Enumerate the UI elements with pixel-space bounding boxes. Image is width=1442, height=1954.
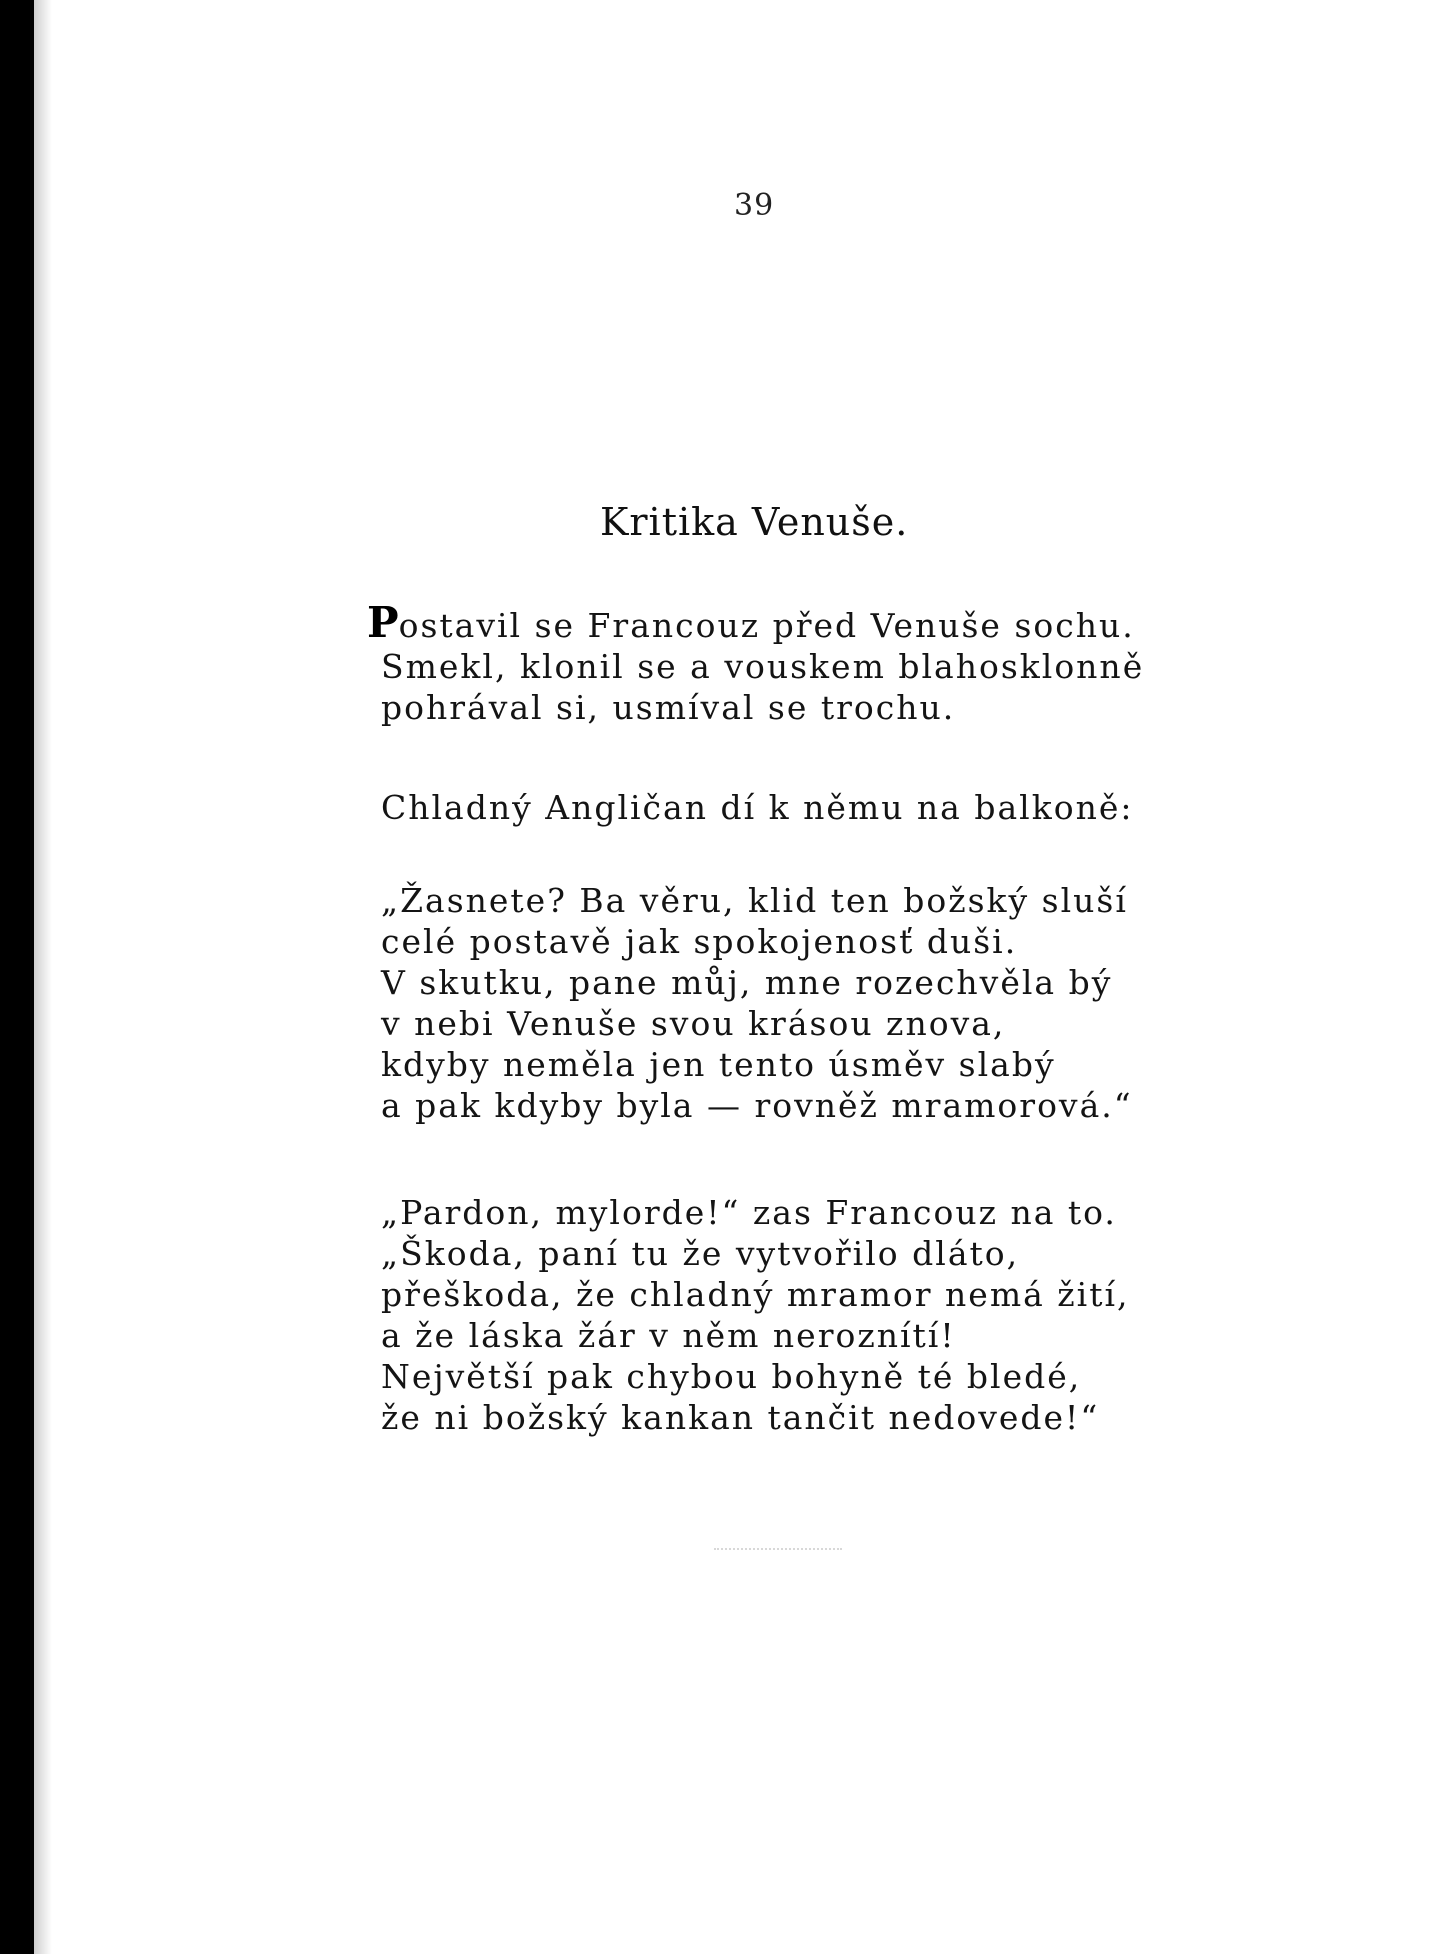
stanza-4 <box>381 1192 1281 1438</box>
poem-line: Chladný Angličan dí k němu na balkoně: <box>381 788 1134 827</box>
poem-line: Největší pak chybou bohyně té bledé, <box>381 1357 1082 1396</box>
end-ornament <box>714 1548 842 1554</box>
poem-line: kdyby neměla jen tento úsměv slabý <box>381 1045 1056 1084</box>
poem-line: přeškoda, že chladný mramor nemá žití, <box>381 1275 1130 1314</box>
poem-title: Kritika Venuše. <box>600 500 909 544</box>
poem-line-text: ostavil se Francouz před Venuše sochu. <box>398 606 1135 645</box>
poem-line: Smekl, klonil se a vouskem blahosklonně <box>381 647 1145 686</box>
poem-line: „Škoda, paní tu že vytvořilo dláto, <box>381 1234 1020 1273</box>
book-page <box>34 0 1442 1954</box>
poem-line: „Žasnete? Ba věru, klid ten božský sluší <box>381 881 1128 920</box>
poem-line: že ni božský kankan tančit nedovede!“ <box>381 1398 1100 1437</box>
stanza-3 <box>381 880 1281 1126</box>
poem-line: a pak kdyby byla — rovněž mramorová.“ <box>381 1086 1133 1125</box>
poem-line: celé postavě jak spokojenosť duši. <box>381 922 1018 961</box>
poem-line: pohrával si, usmíval se trochu. <box>381 688 956 727</box>
poem-line: V skutku, pane můj, mne rozechvěla bý <box>381 963 1113 1002</box>
poem-line: „Pardon, mylorde!“ zas Francouz na to. <box>381 1193 1117 1232</box>
poem-line <box>367 598 1281 647</box>
poem-line: v nebi Venuše svou krásou znova, <box>381 1004 1006 1043</box>
page-gutter-shadow <box>34 0 52 1954</box>
drop-cap-initial: P <box>367 598 401 647</box>
stanza-1 <box>367 598 1281 728</box>
stanza-2 <box>381 787 1281 828</box>
page-number: 39 <box>734 188 775 223</box>
poem-line: a že láska žár v něm neroznítí! <box>381 1316 956 1355</box>
